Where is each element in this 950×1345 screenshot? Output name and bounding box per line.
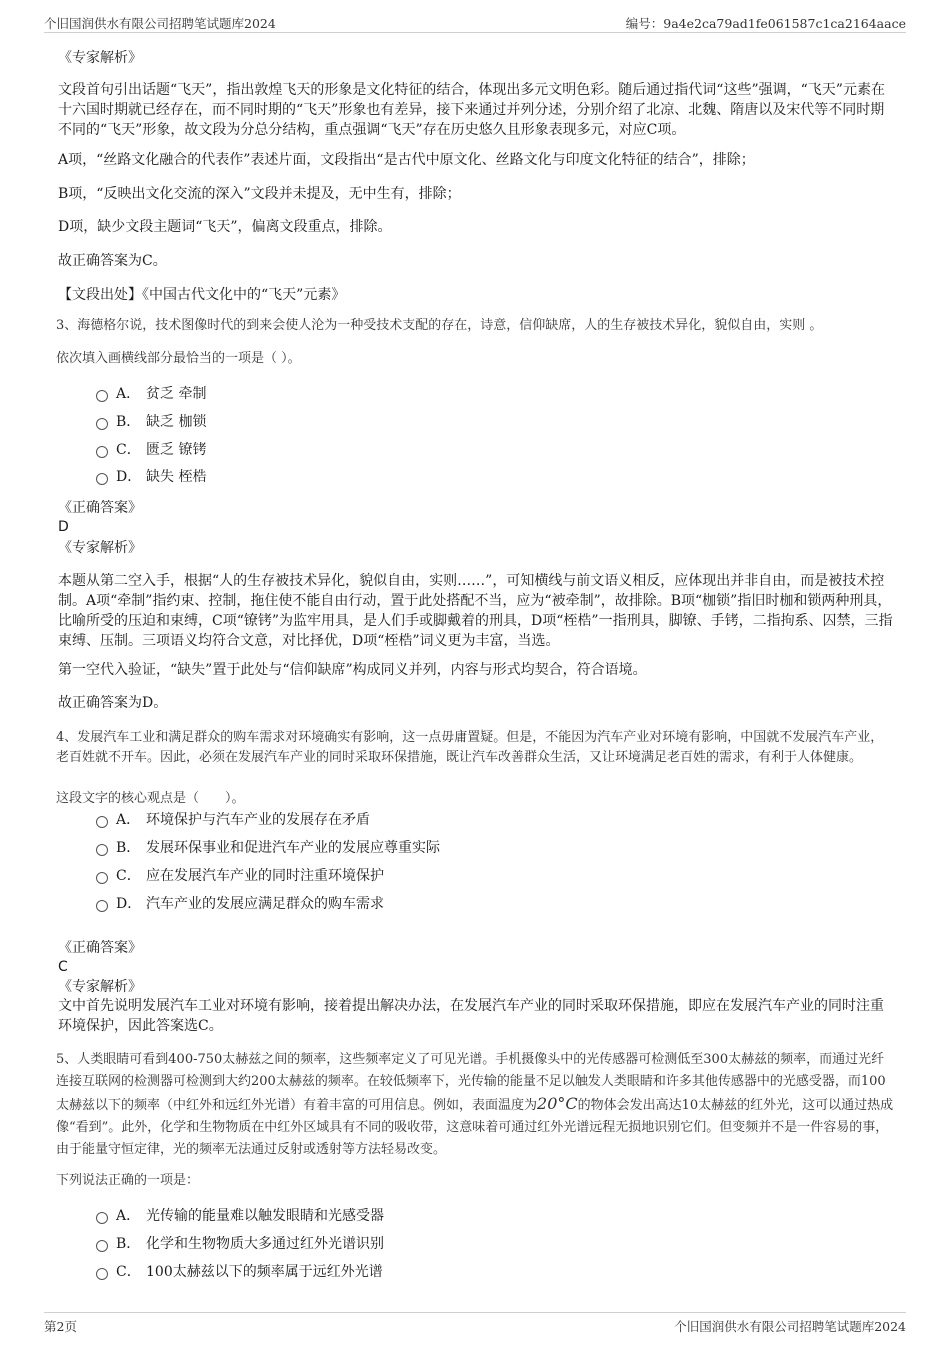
q3-analysis-para2: 第一空代入验证，“缺失”置于此处与“信仰缺席”构成同义并列，内容与形式均契合，符合语境。 — [58, 662, 647, 678]
header-title: 个旧国润供水有限公司招聘笔试题库2024 — [44, 16, 276, 31]
radio-icon[interactable] — [96, 1240, 108, 1252]
page-footer — [44, 1312, 906, 1335]
q3-answer-label: 《正确答案》 — [58, 500, 142, 516]
q4-analysis-para1: 文中首先说明发展汽车工业对环境有影响，接着提出解决办法，在发展汽车产业的同时采取环保措施，即应在发展汽车产业的同时注重环境保护，因此答案选C。 — [58, 998, 884, 1034]
q3-analysis-para1: 本题从第二空入手，根据“人的生存被技术异化，貌似自由，实则……”，可知横线与前文语义相反，应体现出并非自由，而是被技术控制。A项“牵制”指约束、控制，拖住使不能自由行动，置于此处搭配不当，应为“被牵制”，故排除。B项“枷锁”指旧时枷和锁两种刑具，比喻所受的压迫和束缚，C项“镣铐”为监牢用具，是人们手或脚戴着的刑具，D项“桎梏”一指刑具，脚镣、手铐，二指拘系、囚禁，三指束缚、压制。三项语义均符合文意，对比择优，D项“桎梏”词义更为丰富，当选。 — [58, 573, 893, 649]
page-number: 第2页 — [44, 1319, 77, 1334]
q2-source: 【文段出处】《中国古代文化中的“飞天”元素》 — [58, 287, 346, 303]
q2-expert-label: 《专家解析》 — [58, 50, 142, 66]
radio-icon[interactable] — [96, 900, 108, 912]
q3-expert-label: 《专家解析》 — [58, 540, 142, 556]
radio-icon[interactable] — [96, 390, 108, 402]
q3-option-d[interactable]: D． 缺失 桎梏 — [96, 466, 206, 488]
q5-prompt: 下列说法正确的一项是： — [56, 1173, 200, 1188]
q5-option-c[interactable]: C． 100太赫兹以下的频率属于远红外光谱 — [96, 1261, 383, 1283]
q2-analysis-para3: B项，“反映出文化交流的深入”文段并未提及，无中生有，排除； — [58, 186, 461, 202]
q3-option-a[interactable]: A． 贫乏 牵制 — [96, 383, 206, 405]
q4-stem: 4、发展汽车工业和满足群众的购车需求对环境确实有影响，这一点毋庸置疑。但是，不能因为汽车产业对环境有影响，中国就不发展汽车产业，老百姓就不开车。因此，必须在发展汽车产业的同时采取环保措施，既让汽车改善群众生活，又让环境满足老百姓的需求，有利于人体健康。 — [56, 730, 884, 765]
q4-answer-label: 《正确答案》 — [58, 940, 142, 956]
q5-temperature-formula: 20°C — [537, 1094, 578, 1113]
q3-option-b[interactable]: B． 缺乏 枷锁 — [96, 411, 206, 433]
q4-option-c[interactable]: C． 应在发展汽车产业的同时注重环境保护 — [96, 865, 384, 887]
q5-stem: 5、人类眼睛可看到400-750太赫兹之间的频率，这些频率定义了可见光谱。手机摄像头中的光传感器可检测低至300太赫兹的频率，而通过光纤连接互联网的检测器可检测到大约200太赫兹的频率。在较低频率下，光传输的能量不足以触发人类眼睛和许多其他传感器中的光感受器，而100太赫兹以下的频率（中红外和远红外光谱）有着丰富的可用信息。例如，表面温度为20°C的物体会发出高达10太赫兹的红外光，这可以通过热成像“看到”。此外，化学和生物物质在中红外区域具有不同的吸收带，这意味着可通过红外光谱远程无损地识别它们。但变频并不是一件容易的事，由于能量守恒定律，光的频率无法通过反射或透射等方法轻易改变。 — [56, 1052, 894, 1157]
q4-option-d[interactable]: D． 汽车产业的发展应满足群众的购车需求 — [96, 893, 384, 915]
q4-prompt: 这段文字的核心观点是（ ）。 — [56, 791, 245, 806]
radio-icon[interactable] — [96, 1212, 108, 1224]
q5-option-a[interactable]: A． 光传输的能量难以触发眼睛和光感受器 — [96, 1205, 384, 1227]
q2-analysis-para2: A项，“丝路文化融合的代表作”表述片面，文段指出“是古代中原文化、丝路文化与印度文化特征的结合”，排除； — [58, 152, 755, 168]
radio-icon[interactable] — [96, 418, 108, 430]
q3-prompt: 依次填入画横线部分最恰当的一项是（ ）。 — [56, 351, 301, 366]
radio-icon[interactable] — [96, 872, 108, 884]
footer-title: 个旧国润供水有限公司招聘笔试题库2024 — [674, 1319, 906, 1334]
header-doc-id: 编号：9a4e2ca79ad1fe061587c1ca2164aace — [625, 16, 906, 31]
q2-analysis-para5: 故正确答案为C。 — [58, 253, 167, 269]
q3-analysis-para3: 故正确答案为D。 — [58, 695, 168, 711]
q2-analysis-para1: 文段首句引出话题“飞天”，指出敦煌飞天的形象是文化特征的结合，体现出多元文明色彩。随后通过指代词“这些”强调，“飞天”元素在十六国时期就已经存在，而不同时期的“飞天”形象也有差异，接下来通过并列分述，分别介绍了北凉、北魏、隋唐以及宋代等不同时期不同的“飞天”形象，故文段为分总分结构，重点强调“飞天”存在历史悠久且形象表现多元，对应C项。 — [58, 82, 885, 138]
q2-analysis-para4: D项，缺少文段主题词“飞天”，偏离文段重点，排除。 — [58, 219, 392, 235]
radio-icon[interactable] — [96, 816, 108, 828]
q4-option-a[interactable]: A． 环境保护与汽车产业的发展存在矛盾 — [96, 809, 370, 831]
q5-option-b[interactable]: B． 化学和生物物质大多通过红外光谱识别 — [96, 1233, 384, 1255]
radio-icon[interactable] — [96, 446, 108, 458]
q3-stem: 3、海德格尔说，技术图像时代的到来会使人沦为一种受技术支配的存在，诗意，信仰缺席，人的生存被技术异化，貌似自由，实则 。 — [56, 318, 823, 333]
q3-answer: D — [58, 519, 69, 535]
q3-option-c[interactable]: C． 匮乏 镣铐 — [96, 439, 206, 461]
q4-answer: C — [58, 959, 68, 975]
radio-icon[interactable] — [96, 1268, 108, 1280]
radio-icon[interactable] — [96, 844, 108, 856]
radio-icon[interactable] — [96, 473, 108, 485]
q4-option-b[interactable]: B． 发展环保事业和促进汽车产业的发展应尊重实际 — [96, 837, 440, 859]
page-header — [44, 12, 906, 33]
q4-expert-label: 《专家解析》 — [58, 979, 142, 995]
